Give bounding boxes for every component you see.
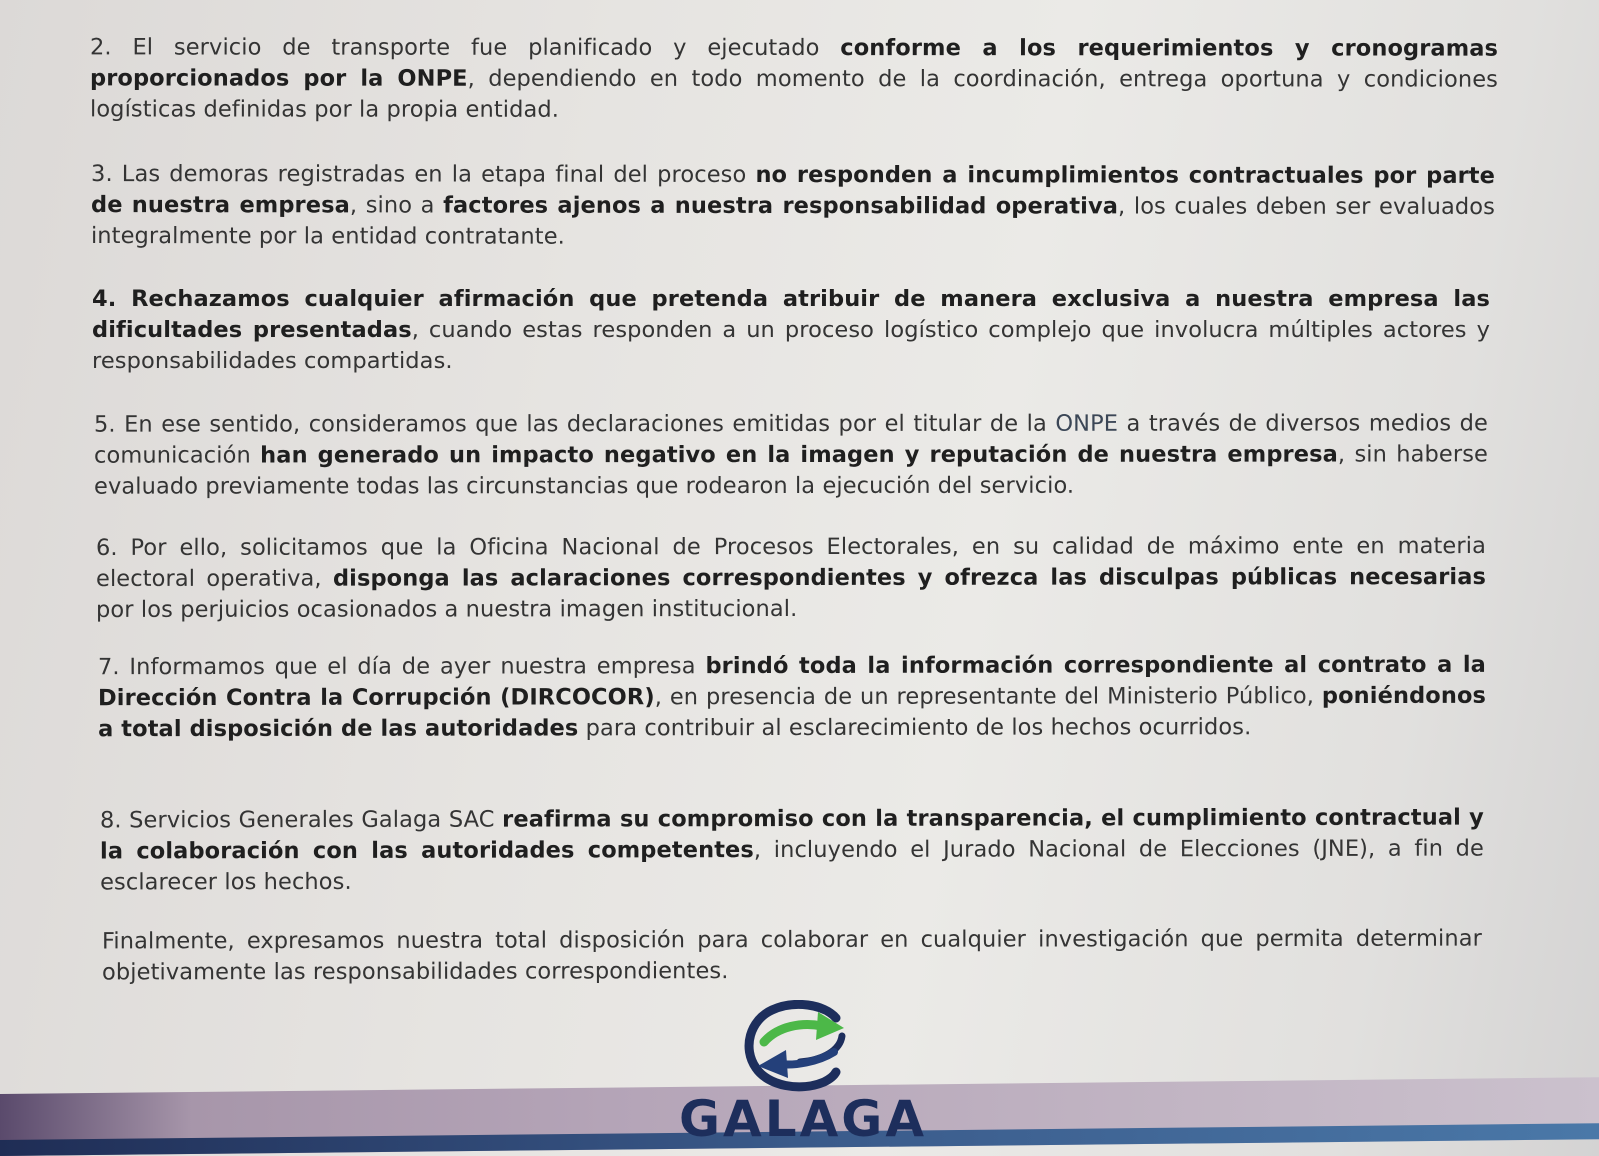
body-text: para contribuir al esclarecimiento de los hechos ocurridos. <box>578 713 1252 741</box>
paragraph-2 <box>90 32 1498 126</box>
emphasis-text: reafirma su compromiso con la transparencia, el cumplimiento contractual y la colaboración con las autoridades competentes <box>99 804 1484 864</box>
paragraph-5 <box>94 408 1488 502</box>
paragraph-8 <box>100 802 1484 898</box>
body-text: a través de diversos medios de comunicación <box>93 409 1488 469</box>
emphasis-text: brindó toda la información correspondiente al contrato a la Dirección Contra la Corrupción (DIRCOCOR) <box>97 651 1486 711</box>
paragraph-4 <box>92 284 1490 377</box>
body-text: 2. El servicio de transporte fue planificado y ejecutado <box>90 33 841 61</box>
body-text: , sin haberse evaluado previamente todas las circunstancias que rodearon la ejecución del servicio. <box>94 440 1488 500</box>
body-text: 5. En ese sentido, consideramos que las declaraciones emitidas por el titular de la <box>93 410 1056 438</box>
emphasis-text: poniéndonos a total disposición de las autoridades <box>98 682 1487 742</box>
body-text: ONPE <box>1055 410 1119 437</box>
galaga-logo-icon <box>744 1000 854 1092</box>
body-text: , incluyendo el Jurado Nacional de Elecciones (JNE), a fin de esclarecer los hechos. <box>100 835 1485 895</box>
paragraph-3 <box>91 159 1495 254</box>
body-text: 6. Por ello, solicitamos que la Oficina Nacional de Procesos Electorales, en su calidad de máximo ente en materia electoral operativa, <box>95 532 1486 592</box>
paragraph-7 <box>98 649 1486 744</box>
closing-paragraph <box>102 923 1482 988</box>
emphasis-text: conforme a los requerimientos y cronogramas proporcionados por la ONPE <box>89 34 1499 92</box>
brand-name: GALAGA <box>678 1090 928 1148</box>
body-text: por los perjuicios ocasionados a nuestra imagen institucional. <box>96 595 798 623</box>
body-text: 7. Informamos que el día de ayer nuestra empresa <box>97 652 706 680</box>
body-text: , sino a <box>349 191 444 219</box>
body-text: , en presencia de un representante del Ministerio Público, <box>654 682 1322 710</box>
paragraph-6 <box>96 531 1486 626</box>
emphasis-text: no responden a incumplimientos contractuales por parte de nuestra empresa <box>90 161 1496 218</box>
body-text: 3. Las demoras registradas en la etapa final del proceso <box>91 160 756 188</box>
emphasis-text: 4. Rechazamos cualquier afirmación que pretenda atribuir de manera exclusiva a nuestra empresa las dificultades presentadas <box>92 285 1490 343</box>
emphasis-text: han generado un impacto negativo en la imagen y reputación de nuestra empresa <box>260 441 1338 468</box>
body-text: Finalmente, expresamos nuestra total disposición para colaborar en cualquier investigación que permita determinar objetivamente las responsabilidades correspondientes. <box>101 925 1482 985</box>
body-text: , dependiendo en todo momento de la coordinación, entrega oportuna y condiciones logísticas definidas por la propia entidad. <box>89 65 1498 123</box>
emphasis-text: factores ajenos a nuestra responsabilidad operativa <box>443 192 1119 219</box>
body-text: , los cuales deben ser evaluados integralmente por la entidad contratante. <box>90 192 1496 250</box>
body-text: 8. Servicios Generales Galaga SAC <box>99 806 503 833</box>
body-text: , cuando estas responden a un proceso logístico complejo que involucra múltiples actores y responsabilidades compartidas. <box>92 316 1490 374</box>
emphasis-text: disponga las aclaraciones correspondientes y ofrezca las disculpas públicas necesarias <box>332 563 1487 592</box>
